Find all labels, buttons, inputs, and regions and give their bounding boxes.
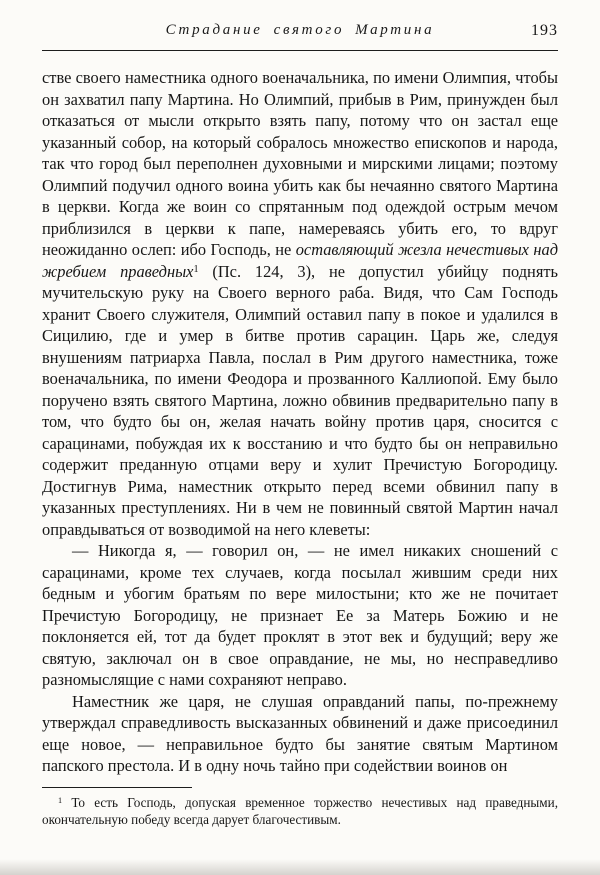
footnote-reference: 1	[193, 263, 199, 275]
scripture-quote: оставляющий жезла нечестивых над жребием праведных	[42, 240, 558, 281]
footnote-separator	[42, 787, 192, 788]
footnote-text: То есть Господь, допуская временное торжество нечестивых над праведными, окончательную победу всегда дарует благочестивым.	[42, 794, 558, 827]
paragraph-continuation	[42, 67, 558, 540]
running-header	[42, 22, 558, 44]
paragraph-final: Наместник же царя, не слушая оправданий папы, по-прежнему утверждал справедливость высказанных обвинений и даже присоединил еще новое, — неправильное будто бы занятие святым Мартином папского престола. И в одну ночь тайно при содействии воинов он	[42, 691, 558, 775]
footnote	[42, 794, 558, 828]
body-text	[42, 67, 558, 777]
page-edge-shadow	[0, 859, 600, 875]
scripture-citation: (Пс. 124, 3),	[198, 261, 329, 281]
page-number: 193	[531, 22, 558, 39]
paragraph-dialogue: — Никогда я, — говорил он, — не имел никаких сношений с сарацинами, кроме тех случаев, когда посылал жившим среди них бедным и убогим братьям по вере милостыни; кто же не почитает Пречистую Богородицу, не признает Ее за Матерь Божию и не поклоняется ей, тот да будет проклят в этот век и будущий; веру же святую, заключал он в свое оправдание, не мы, но несправедливо разномыслящие с нами сохраняют неправо.	[42, 541, 558, 689]
footnote-mark: 1	[58, 795, 63, 805]
paragraph-text: стве своего наместника одного военачальника, по имени Олимпия, чтобы он захватил папу Мартина. Но Олимпий, прибыв в Рим, принужден был отказаться от мысли открыто взять папу, потому что он застал еще указанный собор, на который собралось множество епископов и народа, так что город был переполнен духовными и мирскими лицами; поэтому Олимпий подучил одного воина убить как бы нечаянно святого Мартина в церкви. Когда же воин со спрятанным под одеждой острым мечом приблизился в церкви к папе, намереваясь убить его, то вдруг неожиданно ослеп: ибо Господь, не	[42, 68, 558, 259]
running-title: Страдание святого Мартина	[165, 22, 435, 38]
header-rule	[42, 50, 558, 51]
footnote-area	[42, 787, 558, 828]
paragraph-text: не допустил убийцу поднять мучительскую руку на Своего верного раба. Видя, что Сам Господь хранит Своего служителя, Олимпий оставил папу в покое и удалился в Сицилию, где и умер в битве против сарацин. Царь же, следуя внушениям патриарха Павла, послал в Рим другого наместника, тоже военачальника, по имени Феодора и прозванного Каллиопой. Ему было поручено взять святого Мартина, ложно обвинив предварительно папу в том, что будто бы он, желая начать войну против царя, сносится с сарацинами, побуждая их к восстанию и что будто бы он неправильно содержит преданную отцами веру и хулит Пречистую Богородицу. Достигнув Рима, наместник открыто перед всеми обвинил папу в указанных преступлениях. Ни в чем не повинный святой Мартин начал оправдываться от возводимой на него клеветы:	[42, 261, 559, 539]
